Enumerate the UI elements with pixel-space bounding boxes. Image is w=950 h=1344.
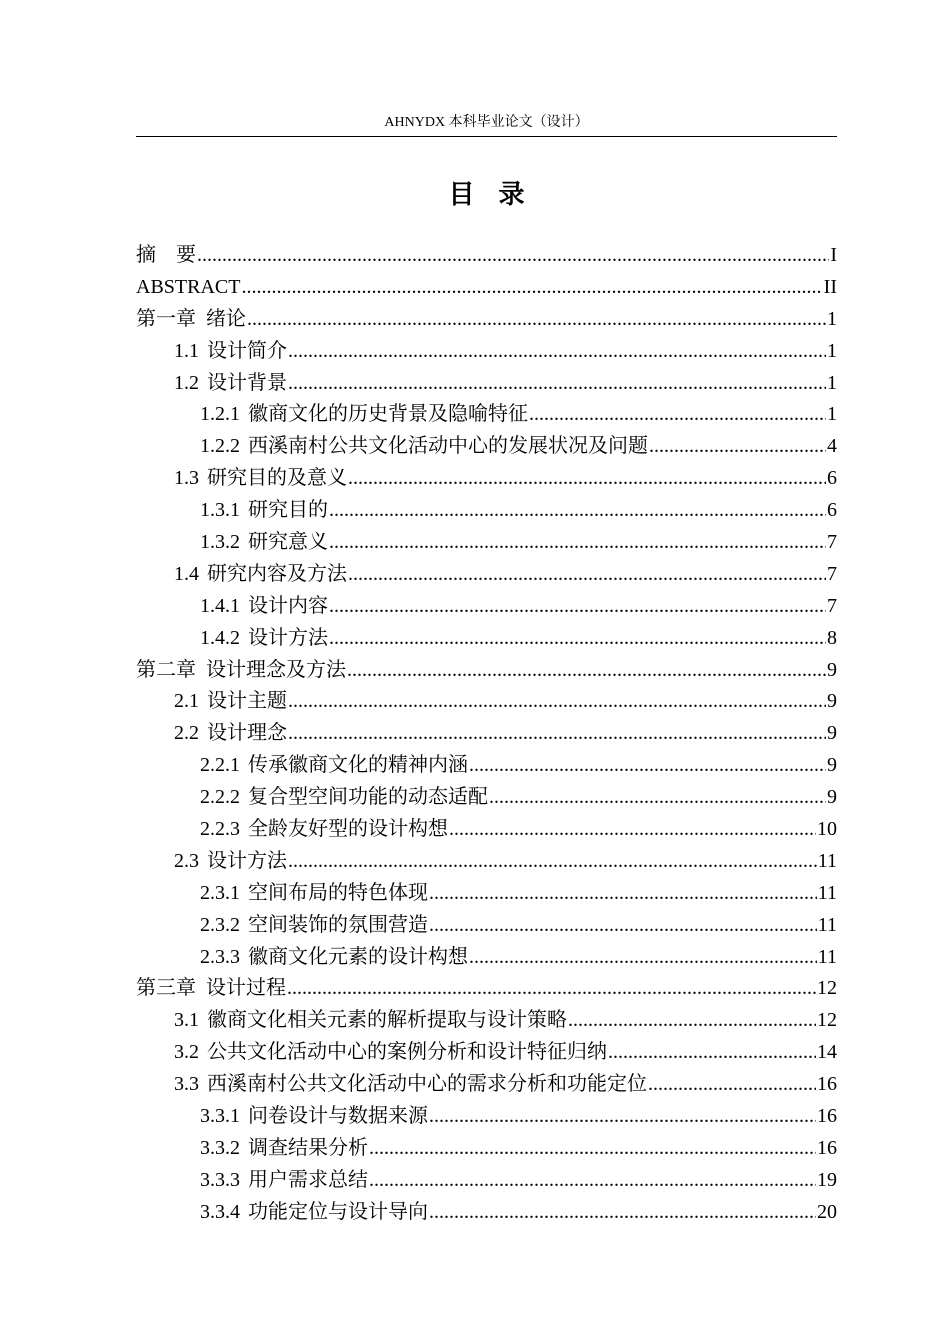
toc-entry-page: 11 <box>817 945 837 968</box>
toc-entry[interactable] <box>136 1005 837 1037</box>
toc-entry[interactable] <box>136 495 837 527</box>
toc-entry-title: 研究目的 <box>248 499 328 522</box>
toc-dot-leader <box>288 686 826 718</box>
toc-entry-title: 西溪南村公共文化活动中心的发展状况及问题 <box>248 435 648 458</box>
toc-entry[interactable] <box>136 878 837 910</box>
toc-entry-title: 西溪南村公共文化活动中心的需求分析和功能定位 <box>207 1073 647 1096</box>
toc-dot-leader <box>469 942 817 974</box>
toc-dot-leader <box>529 399 826 431</box>
toc-entry-number: 1.1 <box>174 339 199 362</box>
toc-entry-number: 3.3.3 <box>200 1168 240 1191</box>
toc-entry-number: 3.2 <box>174 1041 199 1064</box>
toc-entry-title: 设计背景 <box>207 371 287 394</box>
toc-entry-page: 10 <box>817 818 837 841</box>
toc-entry[interactable] <box>136 559 837 591</box>
toc-entry-number: 1.3.2 <box>200 531 240 554</box>
toc-entry[interactable] <box>136 272 837 304</box>
toc-entry-title: 设计主题 <box>207 690 287 713</box>
toc-entry-number: 1.2.1 <box>200 403 240 426</box>
toc-entry-page: 11 <box>817 913 837 936</box>
toc-entry-title: 公共文化活动中心的案例分析和设计特征归纳 <box>207 1041 607 1064</box>
toc-entry-number: 1.4 <box>174 562 199 585</box>
toc-entry-number: 2.3 <box>174 849 199 872</box>
toc-dot-leader <box>649 431 826 463</box>
toc-entry[interactable] <box>136 1165 837 1197</box>
toc-entry-number: 2.1 <box>174 690 199 713</box>
toc-entry[interactable] <box>136 463 837 495</box>
toc-entry-title: 设计理念 <box>207 722 287 745</box>
toc-entry-number: 3.1 <box>174 1009 199 1032</box>
toc-entry-title: 功能定位与设计导向 <box>248 1200 428 1223</box>
toc-dot-leader <box>449 814 816 846</box>
toc-entry-title: 徽商文化的历史背景及隐喻特征 <box>248 403 528 426</box>
toc-dot-leader <box>247 304 826 336</box>
toc-entry[interactable] <box>136 655 837 687</box>
toc-entry-title: 研究意义 <box>248 531 328 554</box>
toc-entry[interactable] <box>136 304 837 336</box>
toc-dot-leader <box>288 718 826 750</box>
toc-entry-page: 8 <box>827 626 837 649</box>
toc-dot-leader <box>429 910 817 942</box>
toc-dot-leader <box>608 1037 816 1069</box>
toc-dot-leader <box>288 368 826 400</box>
toc-dot-leader <box>329 591 826 623</box>
toc-entry-page: 9 <box>827 786 837 809</box>
toc-dot-leader <box>288 336 826 368</box>
header-rule <box>136 136 837 137</box>
toc-entry-number: 1.2 <box>174 371 199 394</box>
toc-entry[interactable] <box>136 910 837 942</box>
toc-entry-number: 2.3.1 <box>200 881 240 904</box>
toc-entry-number: 3.3.2 <box>200 1136 240 1159</box>
toc-dot-leader <box>287 973 816 1005</box>
toc-entry-number: 1.3 <box>174 467 199 490</box>
toc-dot-leader <box>369 1165 816 1197</box>
toc-entry-title: 调查结果分析 <box>248 1136 368 1159</box>
toc-dot-leader <box>241 272 822 304</box>
toc-entry[interactable] <box>136 431 837 463</box>
toc-entry-page: 1 <box>827 403 837 426</box>
toc-entry-page: 4 <box>827 435 837 458</box>
toc-entry-page: II <box>823 275 837 298</box>
toc-entry-page: 1 <box>827 339 837 362</box>
toc-dot-leader <box>329 527 826 559</box>
toc-entry-page: 9 <box>827 722 837 745</box>
toc-entry[interactable] <box>136 846 837 878</box>
toc-dot-leader <box>429 1101 816 1133</box>
toc-entry-page: 12 <box>817 977 837 1000</box>
toc-entry-page: 7 <box>827 594 837 617</box>
toc-entry-title: 设计理念及方法 <box>206 658 346 681</box>
toc-entry-title: 设计简介 <box>207 339 287 362</box>
toc-entry[interactable] <box>136 368 837 400</box>
toc-dot-leader <box>429 1197 816 1229</box>
toc-entry-page: 1 <box>827 307 837 330</box>
toc-entry-number: 第三章 <box>136 977 196 1000</box>
toc-entry[interactable] <box>136 942 837 974</box>
toc-dot-leader <box>369 1133 816 1165</box>
toc-entry-page: 1 <box>827 371 837 394</box>
toc-entry-page: 6 <box>827 499 837 522</box>
toc-entry-page: 6 <box>827 467 837 490</box>
toc-entry-title: 用户需求总结 <box>248 1168 368 1191</box>
toc-dot-leader <box>469 750 826 782</box>
toc-entry-page: 9 <box>827 754 837 777</box>
toc-dot-leader <box>347 655 826 687</box>
toc-entry-number: 2.2.2 <box>200 786 240 809</box>
toc-entry[interactable] <box>136 240 837 272</box>
toc-entry[interactable] <box>136 973 837 1005</box>
toc-dot-leader <box>329 623 826 655</box>
toc-entry-page: I <box>830 244 837 266</box>
toc-entry[interactable] <box>136 718 837 750</box>
toc-entry-page: 11 <box>817 881 837 904</box>
toc-dot-leader <box>648 1069 816 1101</box>
toc-dot-leader <box>197 240 829 272</box>
toc-entry-page: 7 <box>827 531 837 554</box>
toc-entry-title: 问卷设计与数据来源 <box>248 1105 428 1128</box>
toc-entry-title: 研究目的及意义 <box>207 467 347 490</box>
toc-entry[interactable] <box>136 1133 837 1165</box>
toc-entry-page: 20 <box>817 1200 837 1223</box>
page-title: 目录 <box>448 180 549 210</box>
toc-entry[interactable] <box>136 336 837 368</box>
toc-dot-leader <box>329 495 826 527</box>
toc-entry-number: 3.3.1 <box>200 1105 240 1128</box>
toc-entry-number: 1.3.1 <box>200 499 240 522</box>
toc-entry-title: 徽商文化元素的设计构想 <box>248 945 468 968</box>
toc-entry[interactable] <box>136 814 837 846</box>
toc-entry-page: 9 <box>827 690 837 713</box>
toc-dot-leader <box>348 463 826 495</box>
toc-entry[interactable] <box>136 1197 837 1229</box>
toc-entry-title: 空间布局的特色体现 <box>248 881 428 904</box>
toc-entry-number: 第二章 <box>136 658 196 681</box>
toc-entry-page: 16 <box>817 1105 837 1128</box>
running-header: AHNYDX 本科毕业论文（设计） <box>384 115 589 130</box>
toc-dot-leader <box>348 559 826 591</box>
toc-entry-title: 复合型空间功能的动态适配 <box>248 786 488 809</box>
toc-entry[interactable] <box>136 1101 837 1133</box>
toc-entry-page: 14 <box>817 1041 837 1064</box>
toc-entry-page: 11 <box>817 849 837 872</box>
toc-entry-number: 1.2.2 <box>200 435 240 458</box>
toc-entry-title: 传承徽商文化的精神内涵 <box>248 754 468 777</box>
toc-dot-leader <box>489 782 826 814</box>
toc-entry-number: 1.4.2 <box>200 626 240 649</box>
toc-entry-title: 设计过程 <box>206 977 286 1000</box>
toc-entry[interactable] <box>136 1069 837 1101</box>
toc-entry-title: 空间装饰的氛围营造 <box>248 913 428 936</box>
toc-entry-title: 研究内容及方法 <box>207 562 347 585</box>
toc-dot-leader <box>429 878 817 910</box>
toc-entry-number: 2.3.2 <box>200 913 240 936</box>
toc-entry-title: ABSTRACT <box>136 275 241 298</box>
toc-entry[interactable] <box>136 527 837 559</box>
toc-entry[interactable] <box>136 399 837 431</box>
toc-entry[interactable] <box>136 623 837 655</box>
toc-entry-page: 19 <box>817 1168 837 1191</box>
toc-entry-page: 9 <box>827 658 837 681</box>
toc-entry-number: 2.3.3 <box>200 945 240 968</box>
toc-entry[interactable] <box>136 591 837 623</box>
toc-entry-page: 16 <box>817 1073 837 1096</box>
toc-entry-number: 2.2.3 <box>200 818 240 841</box>
toc-entry-page: 7 <box>827 562 837 585</box>
toc-entry-number: 3.3.4 <box>200 1200 240 1223</box>
toc-entry-number: 2.2 <box>174 722 199 745</box>
table-of-contents <box>136 240 837 1229</box>
toc-entry-title: 绪论 <box>206 307 246 330</box>
toc-entry-title: 设计方法 <box>207 849 287 872</box>
toc-entry-title: 徽商文化相关元素的解析提取与设计策略 <box>207 1009 567 1032</box>
toc-entry[interactable] <box>136 750 837 782</box>
toc-entry-number: 第一章 <box>136 307 196 330</box>
toc-entry-number: 1.4.1 <box>200 594 240 617</box>
toc-entry-title: 摘 要 <box>136 244 196 266</box>
toc-dot-leader <box>568 1005 816 1037</box>
toc-entry-page: 12 <box>817 1009 837 1032</box>
toc-entry-title: 设计内容 <box>248 594 328 617</box>
toc-entry[interactable] <box>136 686 837 718</box>
toc-entry-title: 设计方法 <box>248 626 328 649</box>
toc-entry-number: 2.2.1 <box>200 754 240 777</box>
toc-entry-number: 3.3 <box>174 1073 199 1096</box>
toc-dot-leader <box>288 846 817 878</box>
toc-entry-page: 16 <box>817 1136 837 1159</box>
toc-entry[interactable] <box>136 782 837 814</box>
toc-entry[interactable] <box>136 1037 837 1069</box>
toc-entry-title: 全龄友好型的设计构想 <box>248 818 448 841</box>
